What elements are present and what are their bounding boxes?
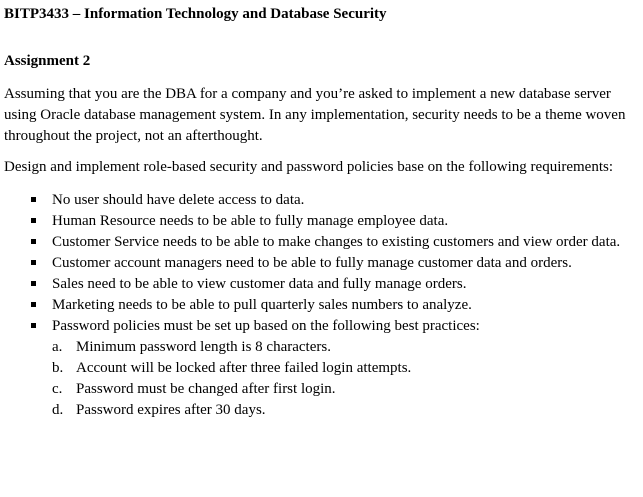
password-practice-item (52, 337, 638, 358)
password-practice-item (52, 379, 638, 400)
list-marker: a. (52, 339, 63, 355)
assignment-title: Assignment 2 (4, 53, 91, 69)
bullet-square-icon (31, 302, 36, 307)
password-practice-text: Password expires after 30 days. (76, 402, 266, 418)
requirement-text: Marketing needs to be able to pull quarterly sales numbers to analyze. (52, 297, 472, 313)
document-page (4, 0, 638, 421)
password-practice-item (52, 358, 638, 379)
requirement-item (4, 253, 638, 274)
password-practice-item (52, 400, 638, 421)
intro-paragraph: Assuming that you are the DBA for a company and you’re asked to implement a new database server using Oracle database management system. In any implementation, security needs to be a theme woven throughout the project, not an afterthought. (4, 86, 626, 144)
requirement-text: Sales need to be able to view customer data and fully manage orders. (52, 276, 467, 292)
course-title: BITP3433 – Information Technology and Database Security (4, 6, 387, 22)
list-marker: b. (52, 360, 64, 376)
bullet-square-icon (31, 260, 36, 265)
requirement-text: Password policies must be set up based on the following best practices: (52, 318, 480, 334)
password-practice-text: Password must be changed after first login. (76, 381, 336, 397)
requirements-list (4, 190, 638, 421)
bullet-square-icon (31, 218, 36, 223)
password-practice-text: Account will be locked after three failed login attempts. (76, 360, 412, 376)
requirement-item (4, 211, 638, 232)
requirement-item (4, 295, 638, 316)
requirement-item (4, 232, 638, 253)
requirement-item (4, 274, 638, 295)
bullet-square-icon (31, 323, 36, 328)
requirement-item (4, 316, 638, 421)
bullet-square-icon (31, 197, 36, 202)
task-paragraph: Design and implement role-based security and password policies base on the following requirements: (4, 159, 614, 175)
requirement-item (4, 190, 638, 211)
bullet-square-icon (31, 281, 36, 286)
bullet-square-icon (31, 239, 36, 244)
requirement-text: Customer account managers need to be able to fully manage customer data and orders. (52, 255, 572, 271)
requirement-text: Human Resource needs to be able to fully manage employee data. (52, 213, 449, 229)
requirement-text: No user should have delete access to data. (52, 192, 305, 208)
list-marker: d. (52, 402, 64, 418)
list-marker: c. (52, 381, 63, 397)
requirement-text: Customer Service needs to be able to make changes to existing customers and view order data. (52, 234, 621, 250)
password-practices-list (52, 337, 638, 421)
password-practice-text: Minimum password length is 8 characters. (76, 339, 331, 355)
